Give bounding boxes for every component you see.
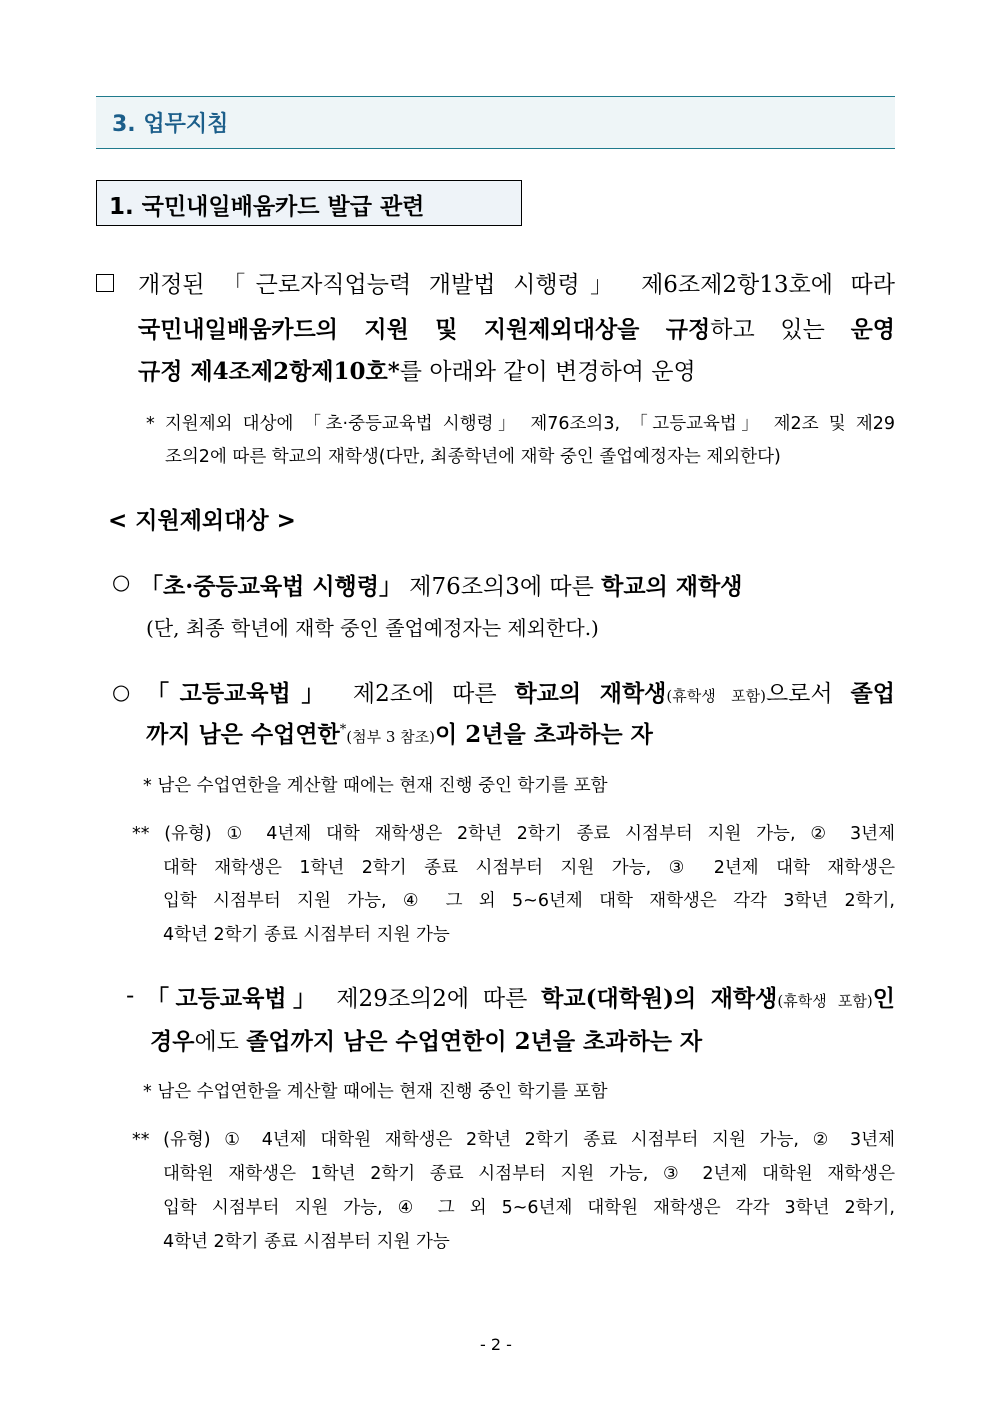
item2-note-2-line-2: 대학 재학생은 1학년 2학기 종료 시점부터 지원 가능, ③ 2년제 대학 재학생은 — [163, 858, 895, 878]
intro-bold-3: 규정 제4조제2항제10호* — [138, 358, 400, 385]
item1-bullet: ○ — [112, 570, 131, 594]
subsection-title: 1. 국민내일배움카드 발급 관련 — [109, 194, 425, 220]
item2-bold-2: 학교의 재학생 — [514, 680, 667, 707]
item2-note-2-line-1: ** (유형) ① 4년제 대학 재학생은 2학년 2학기 종료 시점부터 지원 가능, ② 3년제 — [132, 824, 895, 844]
item1-line-2: (단, 최종 학년에 재학 중인 졸업예정자는 제외한다.) — [146, 616, 599, 640]
item3-note-2-line-2: 대학원 재학생은 1학년 2학기 종료 시점부터 지원 가능, ③ 2년제 대학원 재학생은 — [163, 1164, 895, 1184]
item1-text-1: 제76조의3에 따른 — [401, 574, 602, 600]
item3-note-1: * 남은 수업연한을 계산할 때에는 현재 진행 중인 학기를 포함 — [143, 1082, 608, 1102]
item2-footnote-mark: * — [339, 722, 347, 738]
subsection-title-box — [96, 180, 522, 226]
item3-note-2-line-3: 입학 시점부터 지원 가능, ④ 그 외 5~6년제 대학원 재학생은 각각 3학년 2학기, — [163, 1198, 895, 1218]
intro-line-1 — [138, 266, 895, 299]
item3-bold-4: 경우 — [150, 1028, 195, 1055]
item3-line-1 — [146, 980, 895, 1013]
intro-bold-2: 운영 — [850, 316, 895, 343]
intro-text-2: 하고 있는 — [710, 317, 851, 343]
exclusion-heading: < 지원제외대상 > — [108, 508, 296, 534]
item3-note-2-line-4: 4학년 2학기 종료 시점부터 지원 가능 — [163, 1232, 450, 1252]
item2-note-2-line-3: 입학 시점부터 지원 가능, ④ 그 외 5~6년제 대학 재학생은 각각 3학년 2학기, — [163, 891, 895, 911]
intro-line-2 — [138, 311, 895, 344]
intro-text-3: 를 아래와 같이 변경하여 운영 — [399, 359, 696, 385]
item3-text-1: 제29조의2에 따른 — [322, 986, 542, 1012]
item2-note-2-line-4: 4학년 2학기 종료 시점부터 지원 가능 — [163, 925, 450, 945]
item2-bold-1: 「고등교육법」 — [146, 680, 335, 707]
item3-text-2: 에도 — [194, 1029, 247, 1055]
item2-bold-4: 까지 남은 수업연한 — [146, 721, 340, 748]
item3-note-2-line-1: ** (유형) ① 4년제 대학원 재학생은 2학년 2학기 종료 시점부터 지원 가능, ② 3년제 — [132, 1130, 895, 1150]
item1-bold-2: 학교의 재학생 — [601, 573, 743, 600]
item2-bullet: ○ — [112, 680, 131, 704]
item2-note-1: * 남은 수업연한을 계산할 때에는 현재 진행 중인 학기를 포함 — [143, 776, 608, 796]
intro-note-line-1: * 지원제외 대상에 「초·중등교육법 시행령」 제76조의3, 「고등교육법」 제2조 및 제29 — [146, 414, 895, 434]
page-number: - 2 - — [480, 1335, 512, 1354]
intro-text-1: 개정된 「근로자직업능력 개발법 시행령」 제6조제2항13호에 따라 — [138, 272, 895, 298]
item3-line-2 — [150, 1023, 702, 1056]
item1-bold-1: 「초·중등교육법 시행령」 — [140, 573, 402, 600]
item2-line-2 — [146, 716, 653, 749]
item3-bold-5: 졸업까지 남은 수업연한이 2년을 초과하는 자 — [246, 1028, 703, 1055]
intro-note-line-2: 조의2에 따른 학교의 재학생(다만, 최종학년에 재학 중인 졸업예정자는 제외한다) — [165, 447, 781, 467]
item2-text-2: 으로서 — [765, 681, 851, 707]
item1-line-1 — [140, 568, 742, 601]
intro-bold-1: 국민내일배움카드의 지원 및 지원제외대상을 규정 — [138, 316, 711, 343]
item2-bold-5: 이 2년을 초과하는 자 — [435, 721, 653, 748]
item3-small-1: (휴학생 포함) — [777, 992, 873, 1010]
item2-small-2: (첨부 3 참조) — [346, 728, 436, 746]
item3-dash: - — [126, 983, 135, 1009]
item2-text-1: 제2조에 따른 — [334, 681, 515, 707]
item2-line-1 — [146, 675, 895, 708]
checkbox-square-icon — [96, 274, 114, 292]
item3-bold-2: 학교(대학원)의 재학생 — [541, 985, 778, 1012]
item3-bold-3: 인 — [872, 985, 895, 1012]
section-title: 3. 업무지침 — [112, 112, 229, 137]
section-header-bar — [96, 96, 895, 149]
item3-bold-1: 「고등교육법」 — [146, 985, 323, 1012]
item2-small-1: (휴학생 포함) — [666, 687, 766, 705]
intro-line-3 — [138, 353, 696, 386]
item2-bold-3: 졸업 — [850, 680, 895, 707]
